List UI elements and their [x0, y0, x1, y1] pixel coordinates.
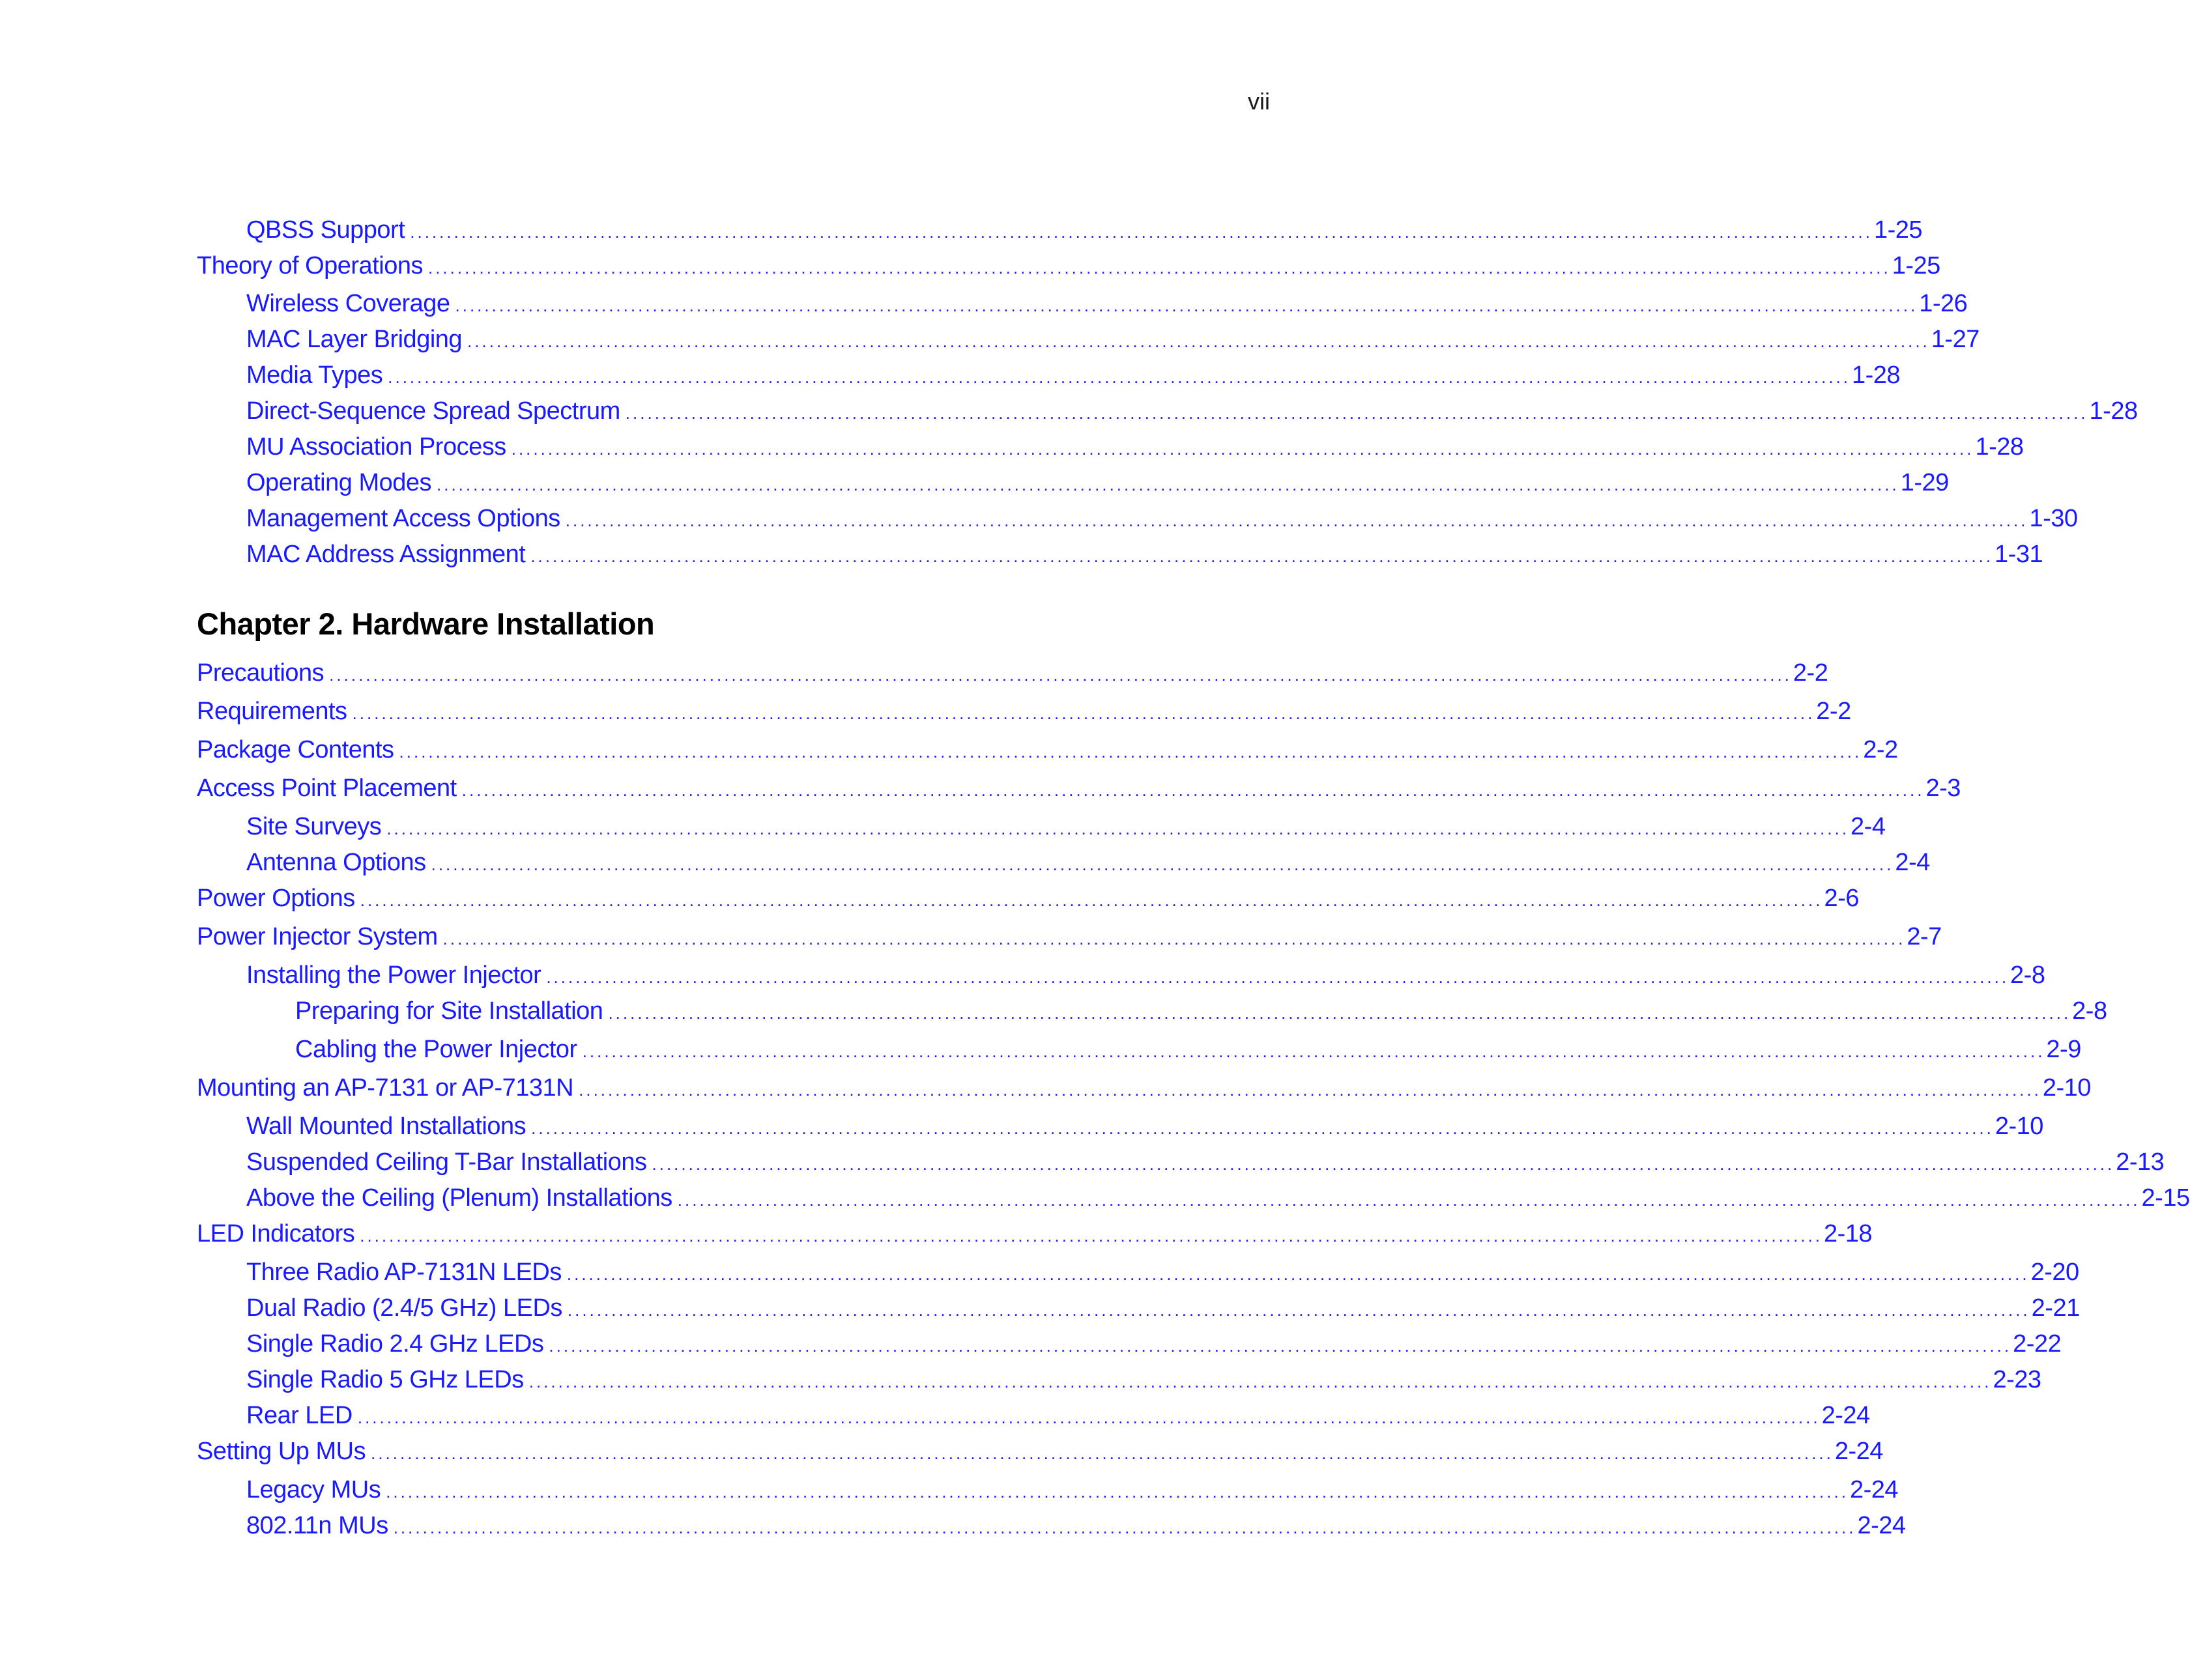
- toc-entry[interactable]: [197, 1257, 2079, 1289]
- toc-entry-page[interactable]: 2-2: [1816, 698, 1851, 725]
- toc-entry-title[interactable]: Cabling the Power Injector: [295, 1036, 577, 1063]
- toc-entry[interactable]: [197, 812, 1886, 844]
- toc-entry-title[interactable]: Rear LED: [246, 1402, 353, 1429]
- toc-entry[interactable]: [197, 360, 1901, 392]
- dot-leader: ........................................................................................................................................................................................................: [467, 332, 1930, 351]
- toc-entry-title[interactable]: Power Options: [197, 885, 355, 912]
- toc-entry[interactable]: [197, 658, 1828, 690]
- toc-entry-title[interactable]: LED Indicators: [197, 1220, 355, 1247]
- toc-entry[interactable]: [197, 215, 1923, 247]
- toc-entry-title[interactable]: MAC Layer Bridging: [246, 326, 463, 353]
- toc-entry-title[interactable]: Power Injector System: [197, 923, 438, 950]
- toc-entry-page[interactable]: 1-28: [1975, 433, 2024, 461]
- dot-leader: ........................................................................................................................................................................................................: [386, 819, 1850, 838]
- toc-entry-page[interactable]: 2-8: [2072, 997, 2107, 1025]
- toc-entry[interactable]: [197, 1475, 1898, 1507]
- toc-entry[interactable]: [197, 251, 1940, 283]
- toc-entry[interactable]: [197, 735, 1898, 767]
- toc-entry-page[interactable]: 2-4: [1895, 849, 1930, 876]
- toc-entry-title[interactable]: Precautions: [197, 659, 324, 687]
- toc-entry-title[interactable]: Theory of Operations: [197, 252, 423, 279]
- toc-entry-page[interactable]: 2-10: [1995, 1113, 2043, 1140]
- toc-entry[interactable]: [197, 1183, 2190, 1215]
- dot-leader: ........................................................................................................................................................................................................: [386, 1482, 1849, 1502]
- dot-leader: ........................................................................................................................................................................................................: [329, 665, 1792, 685]
- toc-entry-title[interactable]: Management Access Options: [246, 505, 560, 532]
- toc-entry[interactable]: [197, 1436, 1883, 1468]
- toc-entry[interactable]: [197, 504, 2078, 535]
- toc-entry-page[interactable]: 2-4: [1851, 813, 1886, 840]
- toc-entry-page[interactable]: 2-24: [1834, 1438, 1883, 1465]
- dot-leader: ........................................................................................................................................................................................................: [371, 1444, 1834, 1463]
- toc-entry[interactable]: [197, 1401, 1870, 1432]
- chapter-heading: Chapter 2. Hardware Installation: [197, 606, 655, 641]
- toc-entry[interactable]: [197, 1329, 2062, 1361]
- toc-entry[interactable]: [197, 1073, 2091, 1105]
- toc-entry[interactable]: [197, 1034, 2081, 1066]
- dot-leader: ........................................................................................................................................................................................................: [625, 403, 2088, 423]
- toc-entry[interactable]: [197, 289, 1968, 320]
- toc-entry[interactable]: [197, 960, 2045, 992]
- toc-entry-page[interactable]: 2-6: [1824, 885, 1859, 912]
- toc-entry[interactable]: [197, 432, 2024, 464]
- toc-entry-title[interactable]: Operating Modes: [246, 469, 431, 496]
- toc-entry-title[interactable]: Mounting an AP-7131 or AP-7131N: [197, 1074, 574, 1102]
- toc-entry-page[interactable]: 2-2: [1863, 736, 1898, 763]
- toc-entry-page[interactable]: 2-18: [1823, 1220, 1873, 1247]
- toc-entry-title[interactable]: 802.11n MUs: [246, 1512, 388, 1539]
- toc-entry-page[interactable]: 1-29: [1900, 469, 1949, 496]
- toc-entry-page[interactable]: 1-25: [1873, 216, 1923, 244]
- toc-entry-page[interactable]: 1-30: [2029, 505, 2078, 532]
- dot-leader: ........................................................................................................................................................................................................: [511, 439, 1974, 459]
- dot-leader: ........................................................................................................................................................................................................: [461, 780, 1925, 800]
- toc-entry-title[interactable]: Preparing for Site Installation: [295, 997, 603, 1025]
- toc-entry[interactable]: [197, 1147, 2165, 1179]
- dot-leader: ........................................................................................................................................................................................................: [431, 855, 1894, 874]
- toc-entry-title[interactable]: Media Types: [246, 362, 383, 389]
- dot-leader: ........................................................................................................................................................................................................: [608, 1003, 2071, 1023]
- toc-entry-title[interactable]: Single Radio 5 GHz LEDs: [246, 1366, 524, 1393]
- toc-entry[interactable]: [197, 773, 1961, 805]
- toc-entry-page[interactable]: 2-21: [2031, 1294, 2080, 1322]
- dot-leader: ........................................................................................................................................................................................................: [582, 1042, 2045, 1061]
- toc-entry[interactable]: [197, 847, 1930, 879]
- toc-entry-page[interactable]: 2-24: [1849, 1476, 1898, 1503]
- dot-leader: ........................................................................................................................................................................................................: [677, 1190, 2140, 1210]
- dot-leader: ........................................................................................................................................................................................................: [360, 1226, 1823, 1246]
- toc-entry-title[interactable]: Three Radio AP-7131N LEDs: [246, 1259, 562, 1286]
- toc-entry-page[interactable]: 1-28: [2089, 397, 2138, 425]
- toc-entry-page[interactable]: 1-27: [1931, 326, 1980, 353]
- toc-entry-page[interactable]: 2-15: [2141, 1184, 2190, 1212]
- dot-leader: ........................................................................................................................................................................................................: [437, 475, 1899, 494]
- toc-entry-title[interactable]: Setting Up MUs: [197, 1438, 366, 1465]
- toc-entry-title[interactable]: QBSS Support: [246, 216, 405, 244]
- toc-entry[interactable]: [197, 1219, 1873, 1251]
- dot-leader: ........................................................................................................................................................................................................: [566, 1264, 2030, 1284]
- dot-leader: ........................................................................................................................................................................................................: [360, 890, 1823, 910]
- toc-entry-title[interactable]: Dual Radio (2.4/5 GHz) LEDs: [246, 1294, 562, 1322]
- toc-entry-page[interactable]: 1-25: [1892, 252, 1940, 279]
- toc-entry-title[interactable]: Installing the Power Injector: [246, 961, 541, 989]
- toc-entry-title[interactable]: Wall Mounted Installations: [246, 1113, 526, 1140]
- toc-entry-title[interactable]: Legacy MUs: [246, 1476, 381, 1503]
- toc-entry[interactable]: [197, 396, 2138, 428]
- toc-entry[interactable]: [197, 1293, 2080, 1325]
- toc-entry-title[interactable]: Direct-Sequence Spread Spectrum: [246, 397, 620, 425]
- toc-entry-page[interactable]: 1-28: [1852, 362, 1901, 389]
- toc-entry-page[interactable]: 2-7: [1907, 923, 1942, 950]
- toc-entry-page[interactable]: 2-24: [1821, 1402, 1870, 1429]
- dot-leader: ........................................................................................................................................................................................................: [531, 1118, 1994, 1138]
- toc-entry[interactable]: [197, 1511, 1906, 1543]
- toc-entry-page[interactable]: 2-9: [2046, 1036, 2081, 1063]
- toc-entry-title[interactable]: Package Contents: [197, 736, 394, 763]
- toc-entry[interactable]: [197, 883, 1859, 915]
- toc-entry[interactable]: [197, 468, 1949, 500]
- toc-entry-title[interactable]: Antenna Options: [246, 849, 426, 876]
- dot-leader: ........................................................................................................................................................................................................: [352, 704, 1815, 723]
- toc-entry-page[interactable]: 2-22: [2013, 1330, 2062, 1358]
- dot-leader: ........................................................................................................................................................................................................: [442, 929, 1906, 948]
- dot-leader: ........................................................................................................................................................................................................: [393, 1518, 1856, 1537]
- toc-entry[interactable]: [197, 539, 2043, 571]
- toc-entry[interactable]: [197, 324, 1980, 356]
- page-number: vii: [1248, 88, 1270, 115]
- dot-leader: ........................................................................................................................................................................................................: [579, 1080, 2041, 1100]
- toc-entry-title[interactable]: Single Radio 2.4 GHz LEDs: [246, 1330, 544, 1358]
- toc-entry-page[interactable]: 2-24: [1857, 1512, 1906, 1539]
- dot-leader: ........................................................................................................................................................................................................: [549, 1336, 2012, 1356]
- toc-entry-page[interactable]: 2-10: [2042, 1074, 2091, 1102]
- toc-entry-title[interactable]: Wireless Coverage: [246, 290, 450, 317]
- dot-leader: ........................................................................................................................................................................................................: [567, 1300, 2030, 1320]
- dot-leader: ........................................................................................................................................................................................................: [546, 967, 2010, 987]
- dot-leader: ........................................................................................................................................................................................................: [427, 258, 1891, 278]
- toc-entry-title[interactable]: Access Point Placement: [197, 775, 457, 802]
- toc-entry-page[interactable]: 2-23: [1993, 1366, 2041, 1393]
- toc-entry-title[interactable]: Requirements: [197, 698, 347, 725]
- dot-leader: ........................................................................................................................................................................................................: [652, 1154, 2115, 1174]
- toc-entry-title[interactable]: MAC Address Assignment: [246, 541, 526, 568]
- toc-entry-page[interactable]: 1-26: [1919, 290, 1968, 317]
- dot-leader: ........................................................................................................................................................................................................: [357, 1408, 1821, 1427]
- toc-entry[interactable]: [197, 996, 2107, 1028]
- toc-entry[interactable]: [197, 1111, 2043, 1143]
- toc-entry-page[interactable]: 2-2: [1793, 659, 1828, 687]
- dot-leader: ........................................................................................................................................................................................................: [565, 511, 2028, 530]
- dot-leader: ........................................................................................................................................................................................................: [388, 367, 1851, 387]
- toc-entry-title[interactable]: Suspended Ceiling T-Bar Installations: [246, 1148, 647, 1176]
- toc-entry-page[interactable]: 2-8: [2010, 961, 2045, 989]
- dot-leader: ........................................................................................................................................................................................................: [410, 222, 1873, 242]
- toc-entry-title[interactable]: Above the Ceiling (Plenum) Installations: [246, 1184, 672, 1212]
- dot-leader: ........................................................................................................................................................................................................: [528, 1372, 1992, 1391]
- toc-entry-page[interactable]: 1-31: [1995, 541, 2043, 568]
- toc-entry[interactable]: [197, 922, 1942, 954]
- toc-entry-page[interactable]: 2-3: [1925, 775, 1961, 802]
- dot-leader: ........................................................................................................................................................................................................: [399, 742, 1862, 762]
- toc-entry[interactable]: [197, 1365, 2041, 1397]
- toc-entry-page[interactable]: 2-13: [2116, 1148, 2165, 1176]
- toc-entry[interactable]: [197, 696, 1851, 728]
- toc-entry-page[interactable]: 2-20: [2030, 1259, 2079, 1286]
- toc-entry-title[interactable]: MU Association Process: [246, 433, 506, 461]
- toc-entry-title[interactable]: Site Surveys: [246, 813, 382, 840]
- dot-leader: ........................................................................................................................................................................................................: [530, 547, 1994, 566]
- dot-leader: ........................................................................................................................................................................................................: [455, 296, 1918, 315]
